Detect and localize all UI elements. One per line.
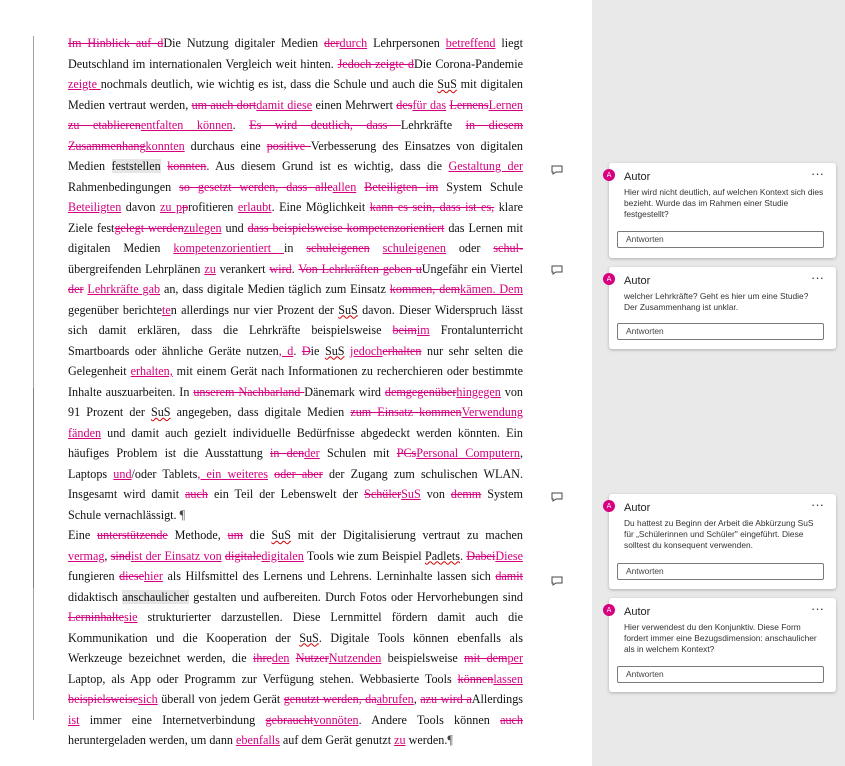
deleted-text: Von Lehrkräften geben u	[298, 261, 422, 276]
deleted-text: zu etablieren	[68, 118, 141, 132]
deleted-text: positive	[266, 138, 311, 153]
deleted-text: so gesetzt werden, dass alle	[179, 179, 333, 194]
inserted-text: Nutzenden	[328, 651, 382, 665]
text-run: . Digitale Tools können ebenfalls als Werkzeuge bezeichnet werden, die	[68, 630, 523, 665]
deleted-text: Schüler	[364, 487, 402, 501]
change-bar	[33, 388, 34, 588]
deleted-text: diese	[119, 569, 145, 583]
inserted-text: zu p	[160, 200, 183, 214]
reply-input[interactable]: Antworten	[617, 666, 824, 683]
text-run: System Schule	[438, 179, 523, 194]
comment-marker-icon[interactable]	[551, 165, 563, 175]
text-run: rofitieren	[188, 200, 238, 214]
inserted-text: Lernen	[488, 97, 523, 112]
text-run: mit digitalen Medien vertraut werden,	[68, 77, 523, 112]
inserted-text: , ein weiteres	[197, 466, 268, 481]
deleted-text: Nutzer	[295, 651, 329, 665]
text-run: .	[232, 118, 250, 132]
deleted-text: Jedoch zeigte d	[337, 56, 414, 71]
text-run: Verbesserung des Einsatzes von digitalen Medien	[68, 138, 523, 173]
more-options-icon[interactable]: ···	[811, 601, 824, 616]
deleted-text: kann es sein, dass ist es,	[369, 200, 495, 214]
text-run: übergreifenden Lehrplänen	[68, 261, 205, 276]
inserted-text: damit diese	[256, 97, 313, 112]
comment-text: Hier verwendest du den Konjunktiv. Diese Form fordert immer eine Bezugsdimension: anschaulicher als in welchem Kontext?	[624, 622, 817, 654]
inserted-text: schuleigenen	[382, 241, 446, 255]
comment-text: Du hattest zu Beginn der Arbeit die Abkürzung SuS für „Schülerinnen und Schüler" eingeführt. Diese solltest du konsequent verwenden.	[624, 518, 814, 550]
inserted-text: betreffend	[445, 36, 496, 50]
inserted-text: hier	[144, 569, 163, 583]
text-run: werden.	[405, 733, 448, 747]
deleted-text: beispielsweise	[68, 692, 139, 706]
text-run: und damit auch gezielt individuelle Bedürfnisse abgedeckt werden könnten. Ein häufiges Problem ist die Ausstattung	[68, 425, 523, 460]
inserted-text: ist	[68, 712, 80, 727]
inserted-text: Verwendung fänden	[68, 405, 523, 440]
inserted-text: allen	[332, 179, 357, 194]
text-run: .	[291, 261, 299, 276]
reply-input[interactable]: Antworten	[617, 231, 824, 248]
inserted-text: erlaubt	[237, 200, 272, 214]
more-options-icon[interactable]: ···	[811, 497, 824, 512]
text-run: ein Teil der Lebenswelt der	[207, 487, 365, 501]
text-run: ,	[413, 692, 421, 706]
inserted-text: vonnöten	[313, 712, 359, 727]
deleted-text: schuleigenen	[306, 241, 370, 255]
inserted-text: SuS	[401, 487, 421, 501]
text-run: davon	[121, 200, 160, 214]
text-run: didaktisch	[68, 589, 123, 604]
deleted-text: konnten	[167, 159, 207, 173]
avatar: A	[603, 604, 615, 616]
inserted-text: sich	[138, 692, 158, 706]
deleted-text: genutzt werden, da	[283, 692, 377, 706]
inserted-text: der	[304, 446, 320, 460]
deleted-text: auch	[185, 487, 208, 501]
text-run: Ungefähr ein Viertel	[421, 261, 523, 276]
text-run: gestalten und aufbereiten. Durch Fotos oder Hervorhebungen sind	[188, 589, 524, 604]
inserted-text: lassen	[493, 671, 523, 686]
inserted-text: entfalten können	[140, 118, 233, 132]
deleted-text: gebraucht	[265, 712, 314, 727]
inserted-text: für das	[412, 97, 447, 112]
inserted-text: kämen. Dem	[460, 282, 524, 296]
inserted-text: und	[113, 466, 132, 481]
flagged-word: SuS	[437, 77, 457, 91]
text-run: beispielsweise	[381, 651, 465, 665]
comment-card[interactable]	[606, 267, 836, 349]
text-run: .	[293, 343, 302, 358]
inserted-text: ist der Einsatz von	[130, 548, 222, 563]
inserted-text: den	[271, 651, 290, 665]
deleted-text: Im Hinblick auf d	[68, 36, 164, 50]
text-run: liegt Deutschland im internationalen Vergleich weit hinten.	[68, 36, 523, 71]
text-run: Schulen mit	[319, 446, 397, 460]
inserted-text: durch	[339, 36, 368, 50]
change-bar	[33, 36, 34, 720]
text-run: fungieren	[68, 569, 120, 583]
inserted-text: zu	[394, 733, 406, 747]
text-run: von	[420, 487, 451, 501]
text-run: Dänemark wird	[304, 384, 385, 399]
text-run: . Aus diesem Grund ist es wichtig, dass die	[206, 159, 449, 173]
inserted-text: , d	[278, 343, 294, 358]
inserted-text: per	[507, 651, 523, 665]
paragraph	[68, 525, 523, 751]
text-run: n allerdings nur vier Prozent der	[170, 302, 339, 317]
comment-card[interactable]	[606, 494, 836, 589]
comment-text: welcher Lehrkräfte? Geht es hier um eine Studie? Der Zusammenhang ist unklar.	[624, 291, 809, 312]
deleted-text: damit	[495, 569, 523, 583]
flagged-word: SuS	[150, 405, 171, 419]
text-run: überall von jedem Gerät	[157, 692, 284, 706]
text-run: als Hilfsmittel des Lernens und Lehrens. Lerninhalte lassen sich	[162, 569, 496, 583]
flagged-word: SuS	[338, 302, 358, 317]
deleted-text: unterstützende	[97, 528, 168, 542]
text-run: heruntergeladen werden, um dann	[68, 733, 236, 747]
deleted-text: kommen, dem	[389, 282, 461, 296]
inserted-text: jedoch	[350, 343, 383, 358]
text-run: an, dass digitale Medien täglich zum Einsatz	[160, 282, 390, 296]
deleted-text: Beteiligten im	[364, 179, 439, 194]
text-run: Allerdings	[471, 692, 524, 706]
text-run: das Lernen mit digitalen Medien	[68, 220, 524, 255]
inserted-text: zulegen	[183, 220, 222, 235]
deleted-text: zum Einsatz kommen	[350, 405, 462, 419]
inserted-text: sie	[123, 610, 138, 624]
text-run: mit der Digitalisierung vertraut zu machen	[290, 528, 524, 542]
text-run: Frontalunterricht Smartboards oder ähnliche Geräte nutzen	[68, 323, 523, 358]
inserted-text: abrufen	[376, 692, 414, 706]
inserted-text: zu	[204, 261, 216, 276]
text-run: nochmals deutlich, wie wichtig es ist, dass die Schule und auch die	[100, 77, 438, 91]
text-run: Laptop, als App oder Programm zur Verfügung stehen. Webbasierte Tools	[68, 671, 458, 686]
text-run: Die Corona-Pandemie	[413, 56, 523, 71]
flagged-word: SuS	[271, 528, 291, 542]
deleted-text: um auch dort	[191, 97, 257, 112]
inserted-text: te	[161, 302, 171, 317]
flagged-word: Padlets	[424, 548, 461, 563]
deleted-text: mit dem	[464, 651, 508, 665]
inserted-text: Personal Computern	[416, 446, 520, 460]
text-run: Die Nutzung digitaler Medien	[163, 36, 324, 50]
deleted-text: des	[396, 97, 413, 112]
text-run: , Laptops	[68, 446, 523, 481]
deleted-text: der	[68, 282, 84, 296]
inserted-text: kompetenzorientiert	[173, 241, 284, 255]
text-run: davon. Dieser Widerspruch lässt sich damit erklären, dass die Lehrkräfte beispielsweise	[68, 302, 523, 337]
avatar: A	[603, 273, 615, 285]
text-run: nur sehr selten die Gelegenheit	[68, 343, 524, 378]
document-body[interactable]	[68, 33, 523, 751]
text-run: .	[460, 548, 467, 563]
text-run: Eine	[68, 528, 98, 542]
text-run: von 91 Prozent der	[68, 384, 524, 419]
text-run: Tools wie zum Beispiel	[303, 548, 425, 563]
text-run: und	[221, 220, 248, 235]
comment-text: Hier wird nicht deutlich, auf welchen Kontext sich dies bezieht. Wurde das im Rahmen einer Studie festgestellt?	[624, 187, 824, 219]
comment-marker-icon[interactable]	[551, 492, 563, 502]
reply-input[interactable]: Antworten	[617, 323, 824, 340]
text-run: Lehrkräfte	[400, 118, 466, 132]
text-run: angegeben, dass digitale Medien	[170, 405, 351, 419]
deleted-text: Lernens	[449, 97, 489, 112]
text-run: ,	[104, 548, 111, 563]
deleted-text: können	[457, 671, 494, 686]
deleted-text: in den	[270, 446, 305, 460]
inserted-text: Lehrkräfte gab	[87, 282, 161, 296]
comment-card[interactable]	[606, 163, 836, 258]
deleted-text: demm	[450, 487, 482, 501]
comment-author: Autor	[624, 502, 651, 514]
comment-author: Autor	[624, 171, 651, 183]
deleted-text: gelegt werden	[114, 220, 184, 235]
deleted-text: D	[301, 343, 311, 358]
deleted-text: beim	[392, 323, 417, 337]
deleted-text: sind	[110, 548, 131, 563]
inserted-text: Beteiligten	[68, 200, 122, 214]
deleted-text: p	[182, 200, 189, 214]
text-run: die	[243, 528, 272, 542]
text-run: einen Mehrwert	[312, 97, 397, 112]
deleted-text: schul-	[493, 241, 523, 255]
text-run: gegenüber berichte	[68, 302, 162, 317]
deleted-text: demgegenüber	[384, 384, 457, 399]
deleted-text: unserem Nachbarland	[193, 384, 305, 399]
inserted-text: Gestaltung der	[448, 159, 523, 173]
comment-marker-icon[interactable]	[551, 576, 563, 586]
more-options-icon[interactable]: ···	[811, 270, 824, 285]
deleted-text: Lerninhalte	[68, 610, 124, 624]
inserted-text: hingegen	[456, 384, 501, 399]
inserted-text: im	[416, 323, 430, 337]
inserted-text: zeigte	[68, 77, 101, 91]
inserted-text: erhalten,	[130, 364, 173, 378]
flagged-word: SuS	[299, 630, 319, 645]
deleted-text: oder aber	[274, 466, 323, 481]
inserted-text: konnten	[145, 138, 185, 153]
text-run: in	[283, 241, 307, 255]
deleted-text: wird	[269, 261, 292, 276]
more-options-icon[interactable]: ···	[811, 166, 824, 181]
deleted-text: um	[227, 528, 244, 542]
avatar: A	[603, 500, 615, 512]
flagged-word: SuS	[324, 343, 345, 358]
text-run: /oder Tablets	[131, 466, 198, 481]
comment-marker-icon[interactable]	[551, 265, 563, 275]
inserted-text: vermag	[68, 548, 105, 563]
text-run: . Andere Tools können	[358, 712, 501, 727]
text-run: System Schule vernachlässigt.	[68, 487, 523, 522]
avatar: A	[603, 169, 615, 181]
text-run: ie	[310, 343, 325, 358]
text-run: klare Ziele fest	[68, 200, 524, 235]
deleted-text: azu wird a	[420, 692, 472, 706]
text-run: Rahmenbedingungen	[68, 179, 180, 194]
deleted-text: der	[324, 36, 340, 50]
deleted-text: PCs	[396, 446, 417, 460]
text-run: verankert	[215, 261, 270, 276]
text-run: Methode,	[167, 528, 228, 542]
pilcrow-mark: ¶	[447, 733, 453, 747]
text-run: Lehrpersonen	[367, 36, 446, 50]
commented-text: feststellen	[111, 159, 161, 173]
deleted-text: erhalten	[382, 343, 422, 358]
text-run: immer eine Internetverbindung	[79, 712, 266, 727]
reply-input[interactable]: Antworten	[617, 563, 824, 580]
deleted-text: in diesem Zusammenhang	[68, 118, 524, 153]
deleted-text: Es wird deutlich, dass	[249, 118, 401, 132]
text-run: mit einem Gerät nach Informationen zu recherchieren oder bestimmte Inhalte auszuarbeiten. In	[68, 364, 523, 399]
deleted-text: digitale	[224, 548, 262, 563]
deleted-text: Dabei	[466, 548, 496, 563]
comment-author: Autor	[624, 275, 651, 287]
paragraph	[68, 33, 523, 525]
deleted-text: ihre	[253, 651, 272, 665]
inserted-text: ebenfalls	[236, 733, 280, 747]
text-run: oder	[445, 241, 494, 255]
text-run: der Zugang zum schulischen WLAN. Insgesamt wird damit	[68, 466, 523, 501]
comment-card[interactable]	[606, 598, 836, 692]
text-run: durchaus eine	[184, 138, 267, 153]
commented-text: anschaulicher	[122, 589, 189, 604]
text-run: auf dem Gerät genutzt	[279, 733, 395, 747]
text-run: strukturierter darzustellen. Diese Lernmittel fördern damit auch die Kommunikation und die Kooperation der	[68, 610, 523, 645]
pilcrow-mark: ¶	[179, 507, 186, 522]
text-run: . Eine Möglichkeit	[271, 200, 370, 214]
deleted-text: auch	[500, 712, 523, 727]
text-run	[370, 241, 383, 255]
comment-author: Autor	[624, 606, 651, 618]
inserted-text: digitalen	[261, 548, 304, 563]
deleted-text: dass beispielsweise kompetenzorientiert	[247, 220, 445, 235]
inserted-text: Diese	[495, 548, 523, 563]
